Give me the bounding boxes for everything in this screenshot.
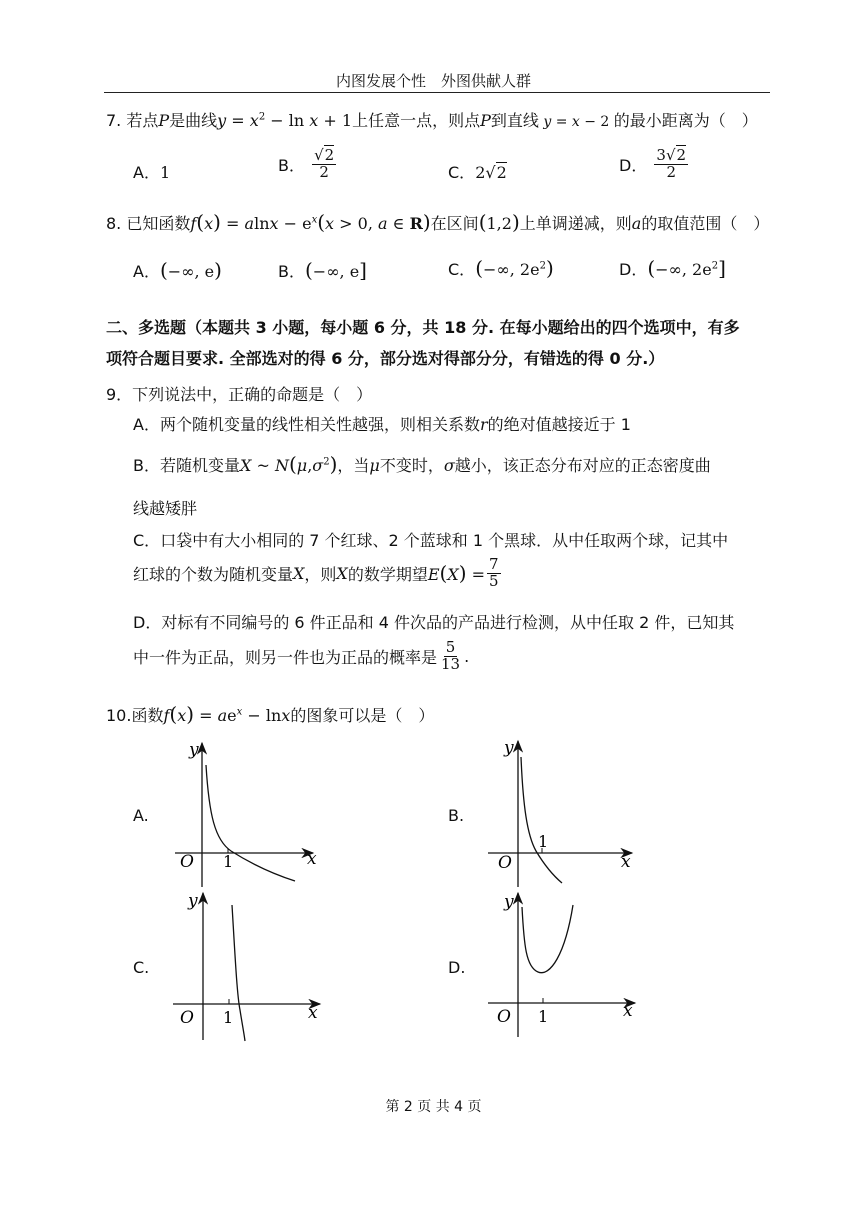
q7-mid3: 到直线 [490, 111, 539, 130]
graph-d [480, 885, 640, 1045]
graph-d-y-label: y [504, 892, 514, 912]
graph-a-curve [206, 765, 295, 881]
q8-interval: (1,2) [478, 210, 520, 234]
graph-d-tick-1: 1 [538, 1007, 549, 1026]
graph-b-label: B. [448, 806, 465, 825]
q7-line-formula: y = x − 2 [543, 114, 614, 130]
graph-b-tick-1: 1 [538, 832, 549, 851]
question-10: 10.函数$f(x) = ae^x - \ln x$的图象可以是（ ） [106, 702, 435, 726]
graph-c [165, 885, 325, 1045]
graph-b-origin: O [498, 853, 512, 873]
q9-option-c: C．口袋中有大小相同的 7 个红球、2 个蓝球和 1 个黑球．从中任取两个球，记其中 [133, 531, 729, 550]
q7-point-p2: P [480, 111, 491, 130]
q7-curve-formula: $y = x^2 - \ln x + 1$ [217, 111, 353, 130]
section-2-heading-line1: 二、多选题（本题共 3 小题，每小题 6 分，共 18 分. 在每小题给出的四个选项中，有多 [106, 318, 740, 337]
graph-c-tick-1: 1 [223, 1008, 234, 1027]
graph-a-label: A. [133, 806, 149, 825]
question-8: 8. 已知函数$f(x) = alnx - e^x(x > 0$, a ∈ R)在区间(1,2)上单调递减，则a的取值范围（ ） [106, 210, 770, 234]
q8-option-c: C．(−∞, $2e^2$) [448, 256, 554, 280]
graph-d-x-label: x [623, 1001, 633, 1021]
q7-mid1: 是曲线 [169, 111, 218, 130]
q9-option-d-cont: 中一件为正品，则另一件也为正品的概率是 $\frac{5}{13}$ . [133, 638, 470, 673]
graph-d-curve [522, 905, 573, 973]
page-footer: 第 2 页 共 4 页 [385, 1099, 482, 1115]
question-9-stem: 9．下列说法中，正确的命题是（ ） [106, 385, 373, 404]
q8-option-a: A．(−∞, e) [133, 258, 222, 282]
section-2-heading-line2: 项符合题目要求. 全部选对的得 6 分，部分选对得部分分，有错选的得 0 分.） [106, 349, 665, 368]
q7-pre: 若点 [126, 111, 159, 130]
q9-option-c-cont: 红球的个数为随机变量X，则X的数学期望E(X) = $\frac{7}{5}$ [133, 555, 499, 590]
q9-option-a: A．两个随机变量的线性相关性越强，则相关系数r的绝对值越接近于 1 [133, 415, 631, 434]
graph-a-x-label: x [307, 849, 317, 869]
graph-b-y-label: y [504, 738, 514, 758]
graph-a-origin: O [180, 852, 194, 872]
graph-b-curve [521, 757, 562, 883]
page-header: 内图发展个性 外图供献人群 [335, 72, 531, 90]
graph-c-label: C. [133, 958, 150, 977]
q7-number: 7. [106, 111, 122, 130]
graph-b-x-label: x [621, 852, 631, 872]
q8-option-d: D．(−∞, $2e^2$] [619, 256, 726, 280]
question-7 [106, 108, 758, 131]
graph-c-origin: O [180, 1008, 194, 1028]
q10-function-formula: $f(x) = ae^x - \ln x$ [163, 702, 291, 726]
q7-point-p: P [158, 111, 170, 130]
graph-d-origin: O [497, 1007, 511, 1027]
q9-option-d: D．对标有不同编号的 6 件正品和 4 件次品的产品进行检测，从中任取 2 件，已知其 [133, 613, 735, 632]
q8-function-formula: $f(x) = alnx - e^x(x > 0$, a ∈ R) [190, 210, 431, 234]
q8-option-b: B．(−∞, e] [278, 258, 367, 282]
q7-option-d: D． $\frac{3√2}{2}$ [619, 146, 687, 181]
q7-option-c: C．2√2 [448, 163, 507, 182]
graph-b [480, 735, 640, 890]
q7-post: 的最小距离为（ ） [613, 111, 758, 130]
header-divider [104, 92, 770, 93]
q7-mid2: 上任意一点，则点 [352, 111, 481, 130]
graph-c-y-label: y [188, 891, 198, 911]
graph-a [165, 735, 325, 890]
q7-option-b: B． $\frac{√2}{2}$ [278, 146, 335, 181]
q9-option-b: B．若随机变量X ~ $N(\mu,\sigma^2)$，当μ不变时，σ越小，该正态分布对应的正态密度曲 [133, 452, 711, 476]
graph-a-tick-1: 1 [223, 852, 234, 871]
q9-option-b-cont: 线越矮胖 [133, 499, 198, 518]
q7-option-a: A．1 [133, 163, 171, 182]
graph-a-y-label: y [189, 740, 199, 760]
graph-d-label: D. [448, 958, 466, 977]
graph-c-curve [232, 905, 245, 1041]
graph-c-x-label: x [308, 1003, 318, 1023]
